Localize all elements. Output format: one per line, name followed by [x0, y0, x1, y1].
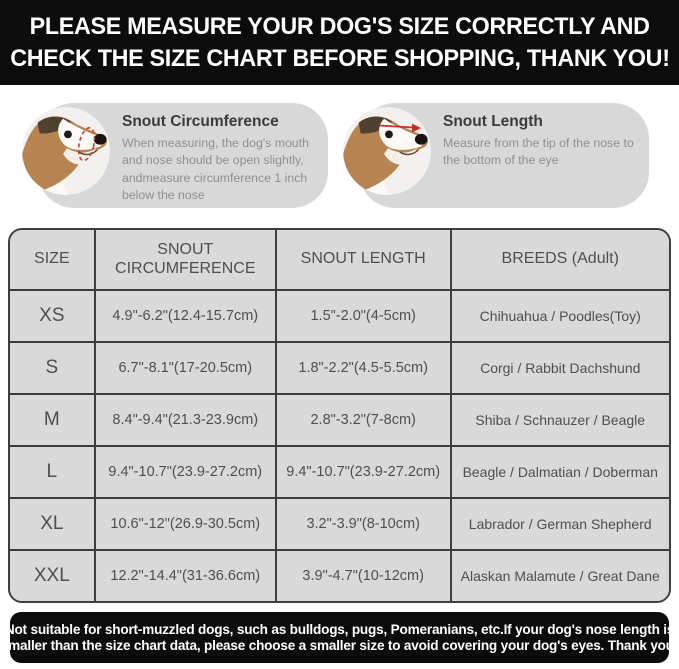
table-row [10, 445, 669, 497]
guide-description: When measuring, the dog's mouth and nose should be open slightly, andmeasure circumference 1 inch below the nose [122, 136, 309, 203]
top-warning-banner [0, 0, 679, 85]
length-cell: 2.8"-3.2"(7-8cm) [277, 393, 452, 445]
table-row [10, 393, 669, 445]
snout-length-card [359, 103, 649, 208]
banner-line-2: CHECK THE SIZE CHART BEFORE SHOPPING, THANK YOU! [9, 44, 670, 72]
size-cell: XXL [10, 549, 96, 601]
breeds-cell: Chihuahua / Poodles(Toy) [452, 289, 669, 341]
guide-title: Snout Length [443, 113, 543, 130]
size-cell: XS [10, 289, 96, 341]
breeds-cell: Alaskan Malamute / Great Dane [452, 549, 669, 601]
length-cell: 1.8"-2.2"(4.5-5.5cm) [277, 341, 452, 393]
table-row [10, 341, 669, 393]
circumference-cell: 8.4"-9.4"(21.3-23.9cm) [96, 393, 277, 445]
table-row [10, 497, 669, 549]
header-snout-length: SNOUT LENGTH [277, 230, 452, 289]
breeds-cell: Beagle / Dalmatian / Doberman [452, 445, 669, 497]
footer-line-2: smaller than the size chart data, please choose a smaller size to avoid covering your dog's eyes. Thank you! [0, 638, 679, 653]
size-cell: M [10, 393, 96, 445]
guide-title: Snout Circumference [122, 113, 279, 130]
header-breeds: BREEDS (Adult) [452, 230, 669, 289]
circumference-cell: 4.9"-6.2"(12.4-15.7cm) [96, 289, 277, 341]
footer-line-1: Not suitable for short-muzzled dogs, such as bulldogs, pugs, Pomeranians, etc.If your dog's nose length is [4, 622, 675, 637]
circumference-cell: 12.2"-14.4"(31-36.6cm) [96, 549, 277, 601]
breeds-cell: Shiba / Schnauzer / Beagle [452, 393, 669, 445]
size-table-body [10, 289, 669, 601]
length-cell: 9.4"-10.7"(23.9-27.2cm) [277, 445, 452, 497]
dog-snout-circumference-icon [22, 107, 110, 195]
circumference-cell: 9.4"-10.7"(23.9-27.2cm) [96, 445, 277, 497]
circumference-cell: 10.6"-12"(26.9-30.5cm) [96, 497, 277, 549]
table-header-row [10, 230, 669, 289]
table-row [10, 549, 669, 601]
breeds-cell: Labrador / German Shepherd [452, 497, 669, 549]
size-cell: S [10, 341, 96, 393]
dog-snout-length-icon [343, 107, 431, 195]
header-snout-circumference: SNOUT CIRCUMFERENCE [96, 230, 277, 289]
table-row [10, 289, 669, 341]
size-cell: XL [10, 497, 96, 549]
breeds-cell: Corgi / Rabbit Dachshund [452, 341, 669, 393]
length-cell: 3.2"-3.9"(8-10cm) [277, 497, 452, 549]
snout-circumference-card [38, 103, 328, 208]
circumference-cell: 6.7"-8.1"(17-20.5cm) [96, 341, 277, 393]
bottom-note-banner [0, 612, 679, 663]
length-cell: 1.5"-2.0"(4-5cm) [277, 289, 452, 341]
header-size: SIZE [10, 230, 96, 289]
banner-line-1: PLEASE MEASURE YOUR DOG'S SIZE CORRECTLY AND [29, 12, 650, 40]
measuring-guides [0, 85, 679, 228]
size-cell: L [10, 445, 96, 497]
length-cell: 3.9"-4.7"(10-12cm) [277, 549, 452, 601]
size-chart-table [8, 228, 671, 603]
guide-description: Measure from the tip of the nose to the bottom of the eye [443, 136, 634, 168]
